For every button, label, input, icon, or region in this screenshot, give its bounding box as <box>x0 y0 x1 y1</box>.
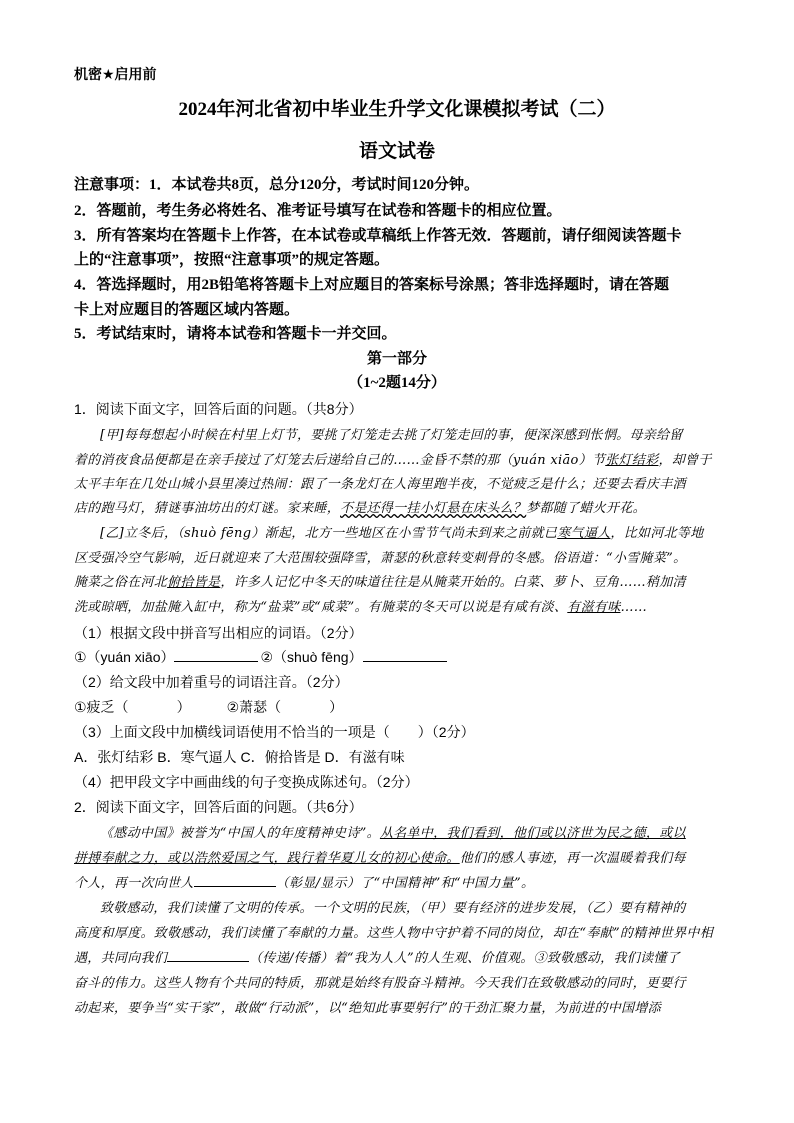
passage-text: （彰显/显示）了“中国精神”和“中国力量”。 <box>275 876 535 891</box>
passage-jia-line <box>74 497 646 516</box>
passage-text: ，却曾于 <box>658 453 712 468</box>
underlined-term: 有滋有味 <box>567 600 621 615</box>
passage-yi-line <box>74 596 647 615</box>
passage-2-line: 奋斗的伟力。这些人物有个共同的特质，那就是始终有股奋斗精神。今天我们在致敬感动的同时，更要行 <box>74 976 686 991</box>
exam-title: 2024年河北省初中毕业生升学文化课模拟考试（二） <box>178 99 616 120</box>
part-range: （1~2题14分） <box>348 375 446 391</box>
question-2-stem: 2．阅读下面文字，回答后面的问题。（共6分） <box>74 799 363 815</box>
passage-jia-line: 太平丰年在几处山城小县里凑过热闹：跟了一条龙灯在人海里跑半夜，不觉疲乏是什么；还要去看庆丰酒 <box>74 477 686 492</box>
passage-text: 《感动中国》被誉为“中国人的年度精神史诗”。 <box>100 826 380 841</box>
wavy-underlined-sentence: 不是还得一挂小灯悬在床头么？ <box>340 501 527 516</box>
passage-text: ，许多人记忆中冬天的味道往往是从腌菜开始的。白菜、萝卜、豆角……稍加清 <box>220 575 686 590</box>
passage-2-line <box>100 822 686 841</box>
passage-text: 遇，共同向我们 <box>74 951 168 966</box>
passage-2-line <box>74 847 686 866</box>
passage-text: [乙]立冬后，（shuò fēng）渐起，北方一些地区在小雪节气尚未到来之前就已 <box>100 526 558 541</box>
pinyin-prompt-b: ②（shuò fēng） <box>260 649 363 665</box>
notice-line: 卡上对应题目的答题区域内答题。 <box>74 302 300 318</box>
passage-jia-line <box>74 449 712 468</box>
subquestion-2: （2）给文段中加着重号的词语注音。（2分） <box>74 674 349 690</box>
part-heading: 第一部分 <box>366 351 427 367</box>
underlined-term: 俯拾皆是 <box>167 575 221 590</box>
underlined-term: 张灯结彩 <box>605 453 659 468</box>
paper-subtitle: 语文试卷 <box>358 141 435 162</box>
passage-2-line <box>74 947 680 966</box>
answer-blank[interactable] <box>194 872 276 887</box>
subquestion-3: （3）上面文段中加横线词语使用不恰当的一项是（ ）（2分） <box>74 724 475 740</box>
underlined-sentence: 从名单中，我们看到，他们或以济世为民之德，或以 <box>379 826 686 841</box>
phonetic-prompt-b: ②萧瑟（ <box>226 699 282 715</box>
notice-line: 上的“注意事项”，按照“注意事项”的规定答题。 <box>74 252 390 268</box>
passage-2-line: 动起来，要争当“实干家”，敢做“行动派”，以“绝知此事要躬行”的干劲汇聚力量，为前进的中国增添 <box>74 1001 661 1016</box>
paren-close: ） <box>329 699 344 715</box>
passage-text: 个人，再一次向世人 <box>74 876 194 891</box>
subquestion-3-options: A．张灯结彩 B．寒气逼人 C．俯拾皆是 D．有滋有味 <box>74 749 405 765</box>
answer-blank[interactable] <box>174 647 258 662</box>
phonetic-prompt-a: ①疲乏（ <box>74 699 129 715</box>
notice-line: 注意事项：1．本试卷共8页，总分120分，考试时间120分钟。 <box>74 177 480 193</box>
passage-yi-line <box>74 571 686 590</box>
passage-yi-line: 区受强冷空气影响，近日就迎来了大范围较强降雪，萧瑟的秋意转变刺骨的冬感。俗语道：“小雪腌菜”。 <box>74 551 687 566</box>
confidential-mark: 机密★启用前 <box>74 66 157 82</box>
passage-2-line: 致敬感动，我们读懂了文明的传承。一个文明的民族，（甲）要有经济的进步发展，（乙）要有精神的 <box>100 901 686 916</box>
passage-text: 店的跑马灯，猜谜事油坊出的灯谜。家来睡， <box>74 501 341 516</box>
passage-text: ，比如河北等地 <box>610 526 704 541</box>
underlined-sentence: 拼搏奉献之力，或以浩然爱国之气，践行着华夏儿女的初心使命。 <box>74 851 460 866</box>
passage-text: 着的消夜食品便都是在亲手接过了灯笼去后递给自己的……金昏不禁的那（yuán xiāo）节 <box>74 453 606 468</box>
passage-text: （传递/传播）着“我为人人”的人生观、价值观。③致敬感动，我们读懂了 <box>249 951 680 966</box>
passage-yi-line <box>100 522 704 541</box>
passage-2-line <box>74 872 534 891</box>
paren-close: ） <box>176 699 191 715</box>
subquestion-1-answers <box>74 647 447 667</box>
notice-line: 2．答题前，考生务必将姓名、准考证号填写在试卷和答题卡的相应位置。 <box>74 203 562 219</box>
question-1-stem: 1．阅读下面文字，回答后面的问题。（共8分） <box>74 401 363 417</box>
answer-blank[interactable] <box>363 647 447 662</box>
passage-text: 梦都随了蜡火开花。 <box>526 501 646 516</box>
subquestion-1: （1）根据文段中拼音写出相应的词语。（2分） <box>74 625 363 641</box>
pinyin-prompt-a: ①（yuán xiāo） <box>74 649 175 665</box>
notice-line: 3．所有答案均在答题卡上作答，在本试卷或草稿纸上作答无效．答题前，请仔细阅读答题卡 <box>74 228 682 244</box>
passage-jia-line: [甲]每每想起小时候在村里上灯节，要挑了灯笼走去挑了灯笼走回的事，便深深感到怅惘。母亲给留 <box>100 428 683 443</box>
notice-line: 5．考试结束时，请将本试卷和答题卡一并交回。 <box>74 326 397 342</box>
notice-line: 4．答选择题时，用2B铅笔将答题卡上对应题目的答案标号涂黑；答非选择题时，请在答题 <box>74 277 670 293</box>
passage-text: 他们的感人事迹，再一次温暖着我们每 <box>459 851 686 866</box>
answer-blank[interactable] <box>167 947 249 962</box>
passage-2-line: 高度和厚度。致敬感动，我们读懂了奉献的力量。这些人物中守护着不同的岗位，却在“奉献”的精神世界中相 <box>74 926 713 941</box>
passage-text: 洗或晾晒，加盐腌入缸中，称为“盐菜”或“咸菜”。有腌菜的冬天可以说是有咸有淡、 <box>74 600 568 615</box>
passage-text: 腌菜之俗在河北 <box>74 575 168 590</box>
subquestion-2-answers <box>74 697 343 717</box>
passage-text: …… <box>620 600 648 615</box>
subquestion-4: （4）把甲段文字中画曲线的句子变换成陈述句。（2分） <box>74 774 419 790</box>
underlined-term: 寒气逼人 <box>557 526 611 541</box>
